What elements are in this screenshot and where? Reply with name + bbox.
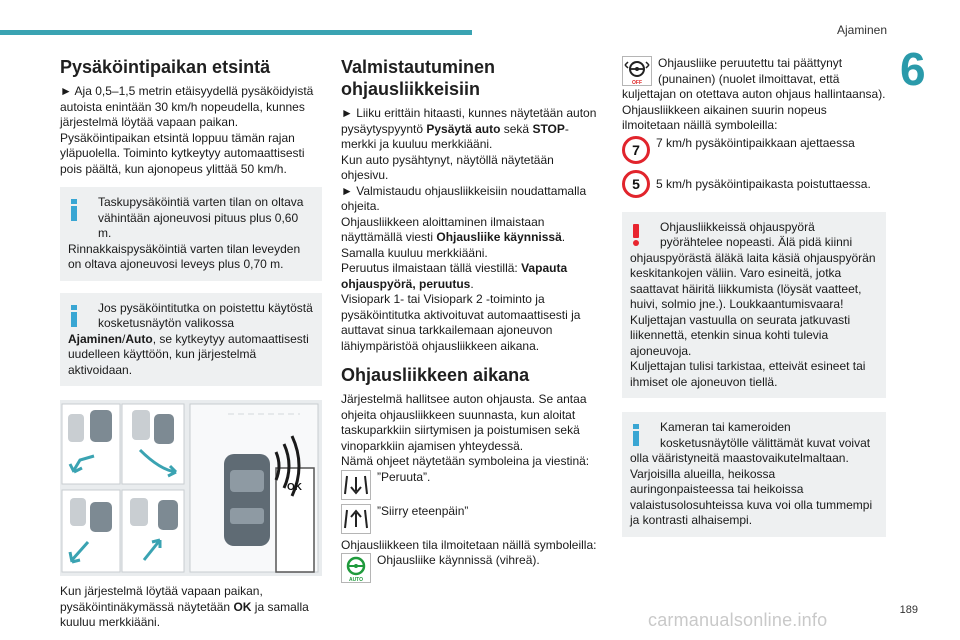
paragraph: Nämä ohjeet näytetään symboleina ja viestinä: [341,454,590,468]
note-line: Kameran tai kameroiden [660,420,791,434]
reverse-arrow-icon [341,470,371,500]
paragraph: Ohjausliikkeen aikainen suurin nopeus ilmoitetaan näillä symboleilla: [622,102,827,132]
info-note [622,412,886,537]
symbol-row [622,56,886,87]
menu-name: Ajaminen [68,331,123,346]
section-title-parking-search: Pysäköintipaikan etsintä [60,57,271,77]
paragraph [341,261,603,292]
paragraph [341,215,603,246]
auto-badge: AUTO [348,577,364,582]
paragraph: ► Aja 0,5–1,5 metrin etäisyydellä pysäköidyistä autoista enintään 30 km/h nopeudella, kunnes järjestelmä löytää vapaan paikan. [60,84,314,129]
info-icon [632,424,640,446]
off-badge: OFF [632,80,642,85]
paragraph: Pysäköintipaikan etsintä loppuu tämän rajan yläpuolella. Toiminto kytkeytyy automaattisesti pois päältä, kun ajonopeus ylittää 50 km/h. [60,130,305,176]
warning-icon [632,224,640,246]
speed-limit-icon: 5 [622,170,650,198]
car-icon [158,500,178,530]
symbol-row [341,504,603,534]
note-text: olla vääristyneitä maastovaikutelmaltaan. Varjoisilla alueilla, heikossa auringonpaisteessa tai heikoissa valaistusolosuhteissa kuva voi olla tummempi ja kontrasti alhaisempi. [630,451,873,527]
note-text: Rinnakkaispysäköintiä varten tilan leveyden on oltava ajoneuvosi leveys plus 0,70 m. [68,241,301,271]
car-icon [224,454,270,546]
chapter-name: Ajaminen [836,23,887,37]
page-number: 189 [899,604,918,616]
info-note [60,187,322,281]
speed-label: 5 km/h pysäköintipaikasta poistuttaessa. [656,176,871,191]
note-text: Kuljettajan vastuulla on seurata jatkuvasti liikennettä, etenkin sinua kohti tulevia ajoneuvoja. [630,312,851,358]
paragraph: kuljettajan on otettava auton ohjaus hallintaansa). [622,87,886,101]
paragraph [341,106,603,153]
symbol-label: ”Siirry eteenpäin” [377,503,469,518]
message: STOP [532,121,565,136]
paragraph: Ohjausliikkeen tila ilmoitetaan näillä symboleilla: [341,537,597,552]
message: Vapauta ohjauspyörä, peruutus [341,261,568,291]
symbol-label-line: (punainen) (nuolet ilmoittavat, että [658,71,840,86]
info-icon [70,305,78,327]
note-text: ohjauspyörästä äläkä laita käsiä ohjauspyörän keskitankojen väliin. Varo esineitä, jotka saattavat häiritä liikkumista (löysät vaatteet, huivi, solmio jne.). Loukkaantumisvaara! [630,250,876,311]
forward-arrow-icon [341,504,371,534]
message: Ohjausliike käynnissä [436,230,562,244]
text: -merkki ja kuuluu merkkiääni. [341,121,569,151]
note-text [68,332,314,379]
section-title-preparation: Valmistautuminen ohjausliikkeisiin [341,57,496,99]
symbol-label-line: Ohjausliike peruutettu tai päättynyt [658,56,843,70]
message: Pysäytä auto [426,121,501,136]
speed-label: 7 km/h pysäköintipaikkaan ajettaessa [656,135,855,150]
paragraph: Visiopark 1- tai Visiopark 2 -toiminto ja pysäköintitutka aktivoituvat automaattisesti ja auttavat sinua tarkkailemaan ajoneuvon lähiympäristöä ohjausliikkeen aikana. [341,292,581,353]
note-line: pyörähtelee nopeasti. Älä pidä kiinni [660,235,853,249]
text: . [561,230,566,244]
ok-label: OK [287,482,302,493]
warning-note [622,212,886,399]
note-rest: , se kytkeytyy automaattisesti uudelleen käyttöön, kun järjestelmä aktivoidaan. [68,331,309,377]
paragraph: Järjestelmä hallitsee auton ohjausta. Se antaa ohjeita ohjausliikkeen suunnasta, kun aloitat taskuparkkiin siirtymisen ja poistumisen sekä vinoparkkiin ajamisen yhteydessä. [341,392,587,453]
chapter-number: 6 [900,43,926,95]
note-line: Ohjausliikkeissä ohjauspyörä [660,219,815,234]
car-icon [90,502,112,532]
text: Ohjausliikkeen aloittaminen ilmaistaan näyttämällä viesti [341,214,545,244]
watermark: carmanualsonline.info [648,610,828,630]
paragraph [60,584,322,631]
symbol-label: ”Peruuta”. [377,469,431,484]
speed-limit-icon: 7 [622,136,650,164]
text: ja samalla kuuluu merkkiääni. [60,599,309,629]
paragraph: Samalla kuuluu merkkiääni. [341,245,488,260]
header-accent-bar [0,30,472,35]
note-line: vähintään ajoneuvosi pituus plus 0,60 m. [98,210,299,240]
text: Kun järjestelmä löytää vapaan paikan, pysäköintinäkymässä näytetään [60,584,263,614]
note-line: kosketusnäytön valikossa [98,316,235,330]
column-3 [622,56,886,537]
text: sekä [500,121,533,136]
note-text: Kuljettajan tulisi tarkistaa, etteivät esineet tai ihmiset ole ajoneuvon tiellä. [630,359,866,389]
speed-row [622,170,886,198]
column-2 [341,56,603,583]
note-line: Taskupysäköintiä varten tilan on oltava [98,195,304,209]
menu-name: Auto [125,331,153,346]
column-1 [60,56,322,631]
symbol-row [341,470,603,500]
text: ► Liiku erittäin hitaasti, kunnes näytetään auton pysäytyspyyntö [341,106,597,136]
symbol-label-block [658,56,842,87]
note-line: kosketusnäytölle välittämät kuvat voivat [660,435,871,450]
car-icon [154,414,174,444]
parking-illustration [60,400,322,576]
info-icon [70,199,78,221]
symbol-row [341,553,603,583]
parking-diagram [60,400,322,576]
paragraph: Kun auto pysähtynyt, näytöllä näytetään ohjesivu. [341,152,554,182]
section-title-during-manoeuvre: Ohjausliikkeen aikana [341,365,530,385]
speed-row [622,136,886,164]
separator: / [122,331,126,346]
paragraph: ► Valmistaudu ohjausliikkeisiin noudattamalla ohjeita. [341,183,587,213]
steering-auto-icon [341,553,371,583]
note-line: Jos pysäköintitutka on poistettu käytöstä [98,300,313,315]
text: Peruutus ilmaistaan tällä viestillä: [341,261,522,275]
info-note [60,293,322,387]
steering-off-icon [622,56,652,86]
symbol-label: Ohjausliike käynnissä (vihreä). [377,553,540,567]
car-icon [90,410,112,442]
ok-text: OK [233,599,252,614]
text: . [470,276,474,291]
